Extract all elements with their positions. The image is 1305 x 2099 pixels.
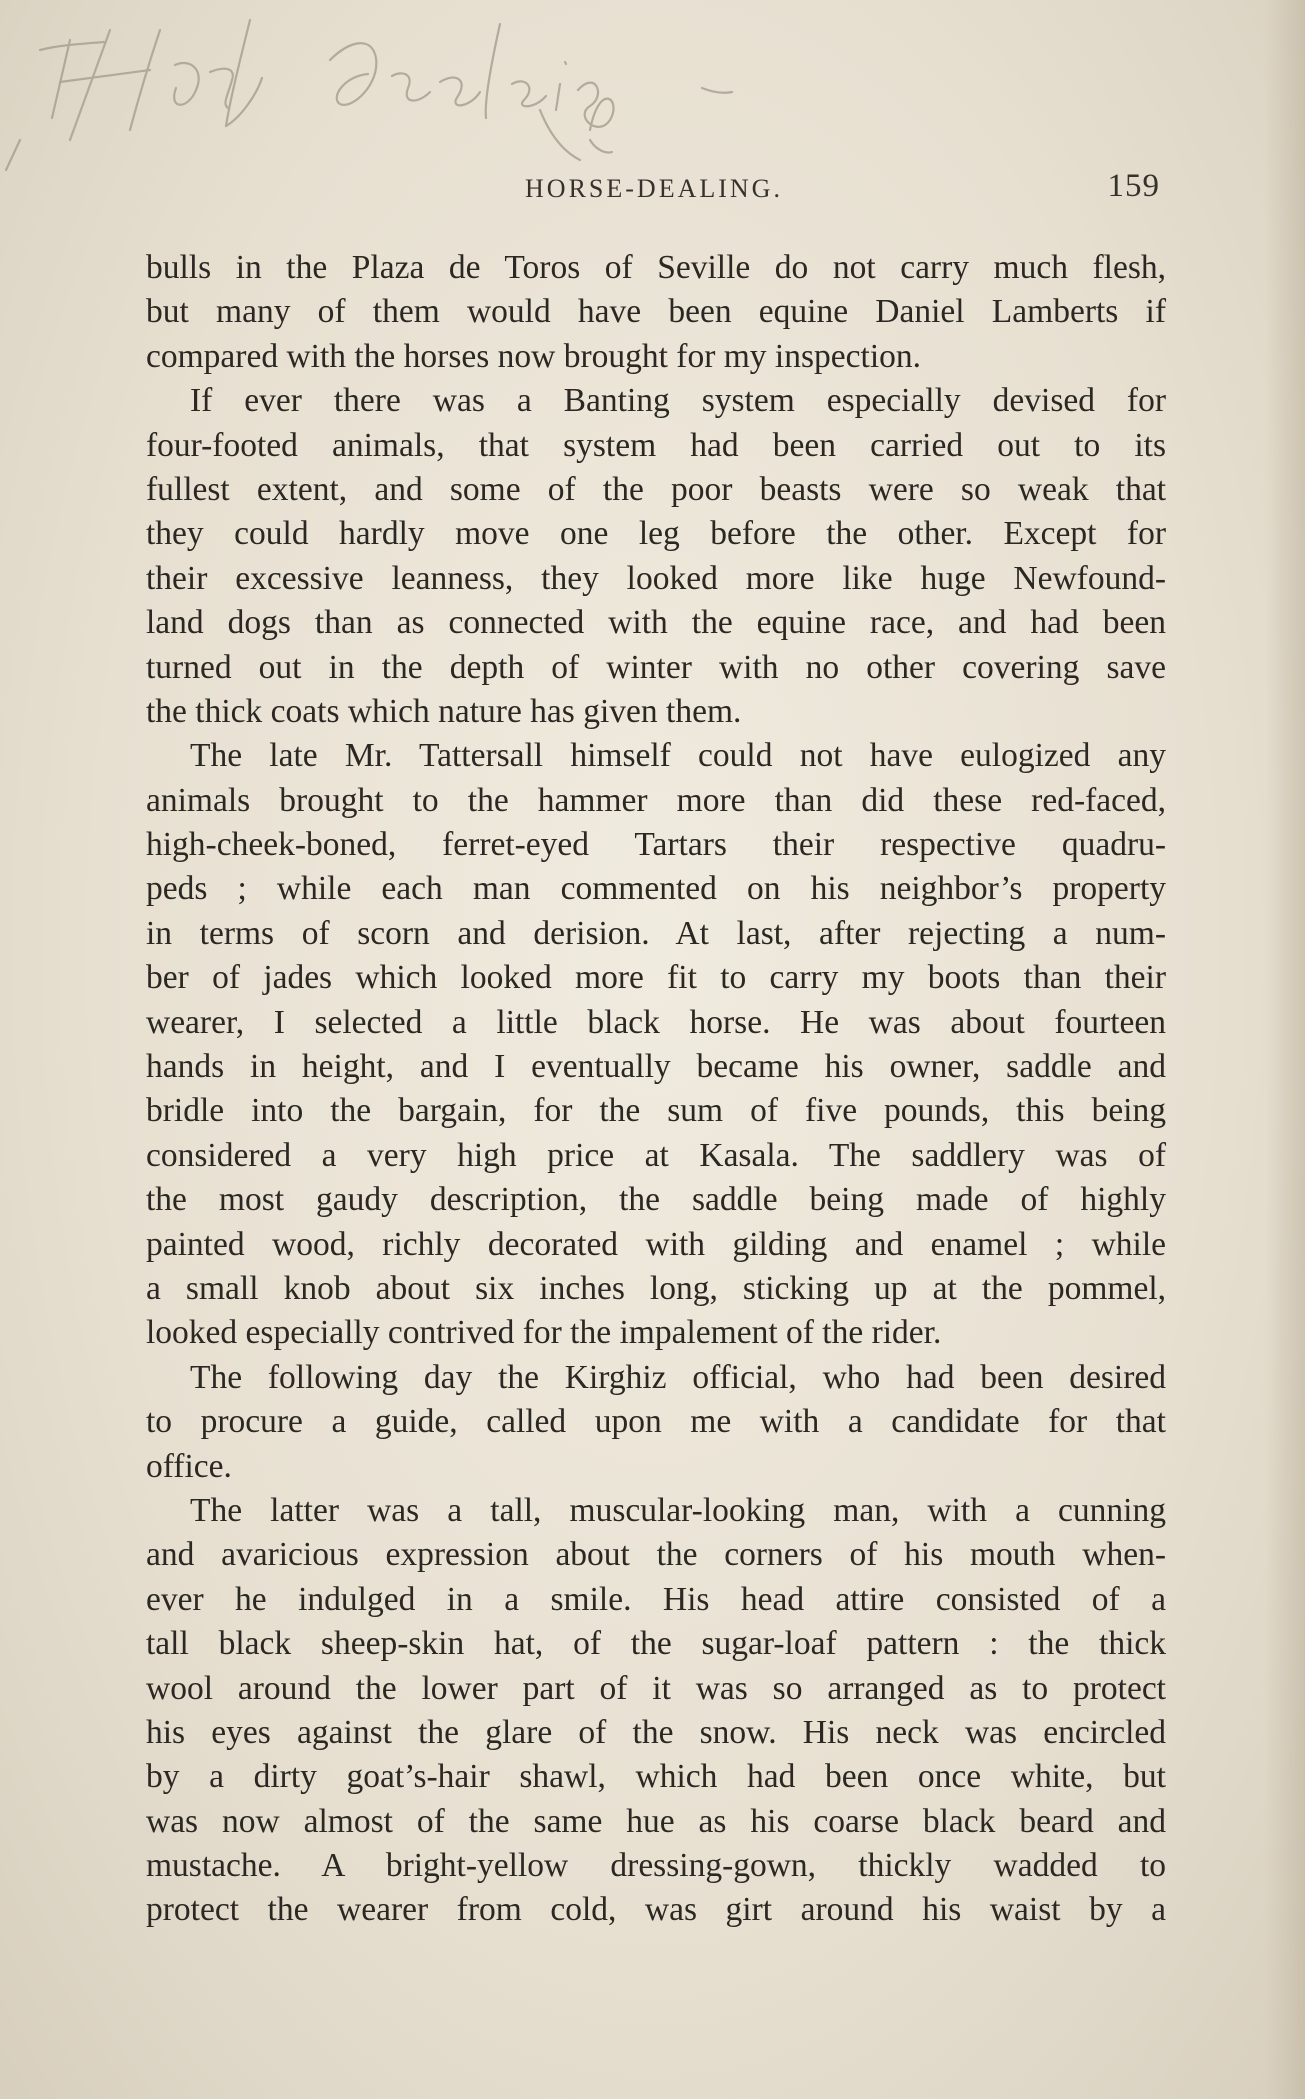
text-line: but many of them would have been equine Daniel Lamberts if <box>146 293 1166 331</box>
body-text <box>146 246 1166 1933</box>
text-line: hands in height, and I eventually became his owner, saddle and <box>146 1048 1166 1086</box>
text-line: considered a very high price at Kasala. The saddlery was of <box>146 1136 1166 1174</box>
running-head-title: HORSE-DEALING. <box>525 174 783 203</box>
page-number: 159 <box>1107 168 1160 204</box>
handwritten-annotation <box>0 0 920 180</box>
text-line: protect the wearer from cold, was girt around his waist by a <box>146 1891 1166 1929</box>
paragraph <box>146 1356 1166 1489</box>
text-line: in terms of scorn and derision. At last, after rejecting a num- <box>146 914 1166 952</box>
text-line: The following day the Kirghiz official, who had been desired <box>190 1358 1166 1396</box>
text-line: his eyes against the glare of the snow. His neck was encircled <box>146 1713 1166 1751</box>
paragraph <box>146 246 1166 379</box>
text-line: and avaricious expression about the corners of his mouth when- <box>146 1536 1166 1574</box>
text-line: turned out in the depth of winter with no other covering save <box>146 648 1166 686</box>
text-line: office. <box>146 1447 232 1485</box>
text-line: the most gaudy description, the saddle being made of highly <box>146 1181 1166 1219</box>
paragraph <box>146 1489 1166 1933</box>
text-line: to procure a guide, called upon me with a candidate for that <box>146 1403 1166 1441</box>
text-line: ber of jades which looked more fit to carry my boots than their <box>146 959 1166 997</box>
text-line: bridle into the bargain, for the sum of five pounds, this being <box>146 1092 1166 1130</box>
running-head <box>148 168 1160 212</box>
page-edge-shadow <box>1265 0 1305 2099</box>
text-line: was now almost of the same hue as his coarse black beard and <box>146 1802 1166 1840</box>
text-line: compared with the horses now brought for my inspection. <box>146 337 921 375</box>
text-line: looked especially contrived for the impalement of the rider. <box>146 1314 942 1352</box>
text-line: the thick coats which nature has given them. <box>146 692 742 730</box>
text-line: they could hardly move one leg before the other. Except for <box>146 515 1166 553</box>
text-line: high-cheek-boned, ferret-eyed Tartars their respective quadru- <box>146 826 1166 864</box>
text-line: painted wood, richly decorated with gilding and enamel ; while <box>146 1225 1166 1263</box>
text-line: their excessive leanness, they looked more like huge Newfound- <box>146 559 1166 597</box>
paragraph <box>146 379 1166 734</box>
text-line: ever he indulged in a smile. His head attire consisted of a <box>146 1580 1166 1618</box>
text-line: four-footed animals, that system had been carried out to its <box>146 426 1166 464</box>
text-line: bulls in the Plaza de Toros of Seville do not carry much flesh, <box>146 249 1166 286</box>
text-line: wearer, I selected a little black horse. He was about fourteen <box>146 1003 1166 1041</box>
text-line: animals brought to the hammer more than did these red-faced, <box>146 781 1166 819</box>
text-line: peds ; while each man commented on his neighbor’s property <box>146 870 1166 908</box>
text-line: by a dirty goat’s-hair shawl, which had been once white, but <box>146 1758 1166 1796</box>
text-line: fullest extent, and some of the poor beasts were so weak that <box>146 470 1166 508</box>
text-line: wool around the lower part of it was so arranged as to protect <box>146 1669 1166 1707</box>
text-line: land dogs than as connected with the equine race, and had been <box>146 604 1166 642</box>
text-line: mustache. A bright-yellow dressing-gown, thickly wadded to <box>146 1847 1166 1885</box>
text-line: If ever there was a Banting system especially devised for <box>190 382 1166 420</box>
text-line: a small knob about six inches long, sticking up at the pommel, <box>146 1269 1166 1307</box>
paragraph <box>146 734 1166 1355</box>
text-line: The latter was a tall, muscular-looking man, with a cunning <box>190 1491 1166 1529</box>
text-line: tall black sheep-skin hat, of the sugar-loaf pattern : the thick <box>146 1625 1166 1663</box>
text-line: The late Mr. Tattersall himself could not have eulogized any <box>190 737 1166 775</box>
